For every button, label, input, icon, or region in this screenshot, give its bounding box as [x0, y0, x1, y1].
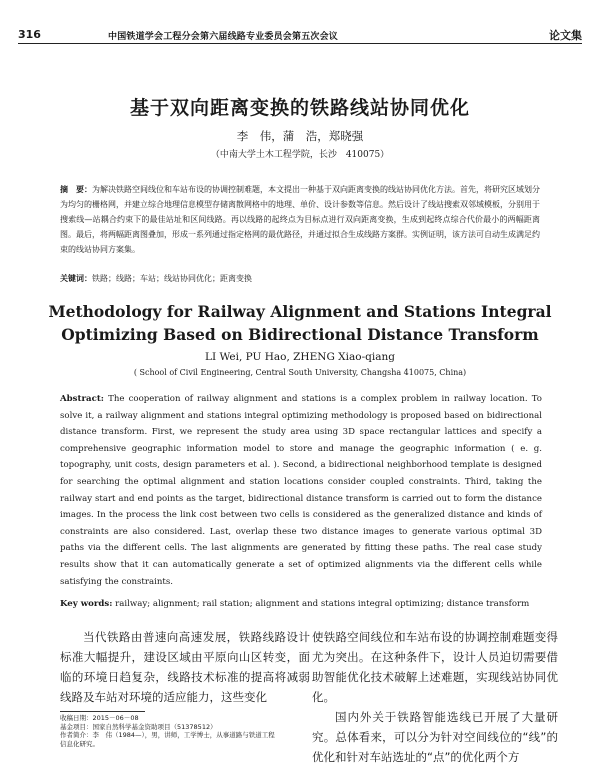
chinese-affiliation: （中南大学土木工程学院，长沙 410075）: [210, 150, 390, 160]
english-abstract: [60, 391, 542, 590]
conference-title: 中国铁道学会工程分会第六届线路专业委员会第五次会议: [108, 32, 339, 42]
body-column-left: [60, 627, 310, 707]
footnotes: [60, 714, 310, 748]
running-header: [18, 22, 582, 44]
footnote-fund: 基金项目：国家自然科学基金资助项目（51378512）: [60, 722, 217, 731]
english-keywords-label: Key words:: [60, 599, 113, 609]
chinese-keywords: [60, 272, 540, 286]
english-keywords-text: railway; alignment; rail station; alignment and stations integral optimizing; distance transform: [115, 599, 530, 609]
footnote-author: 作者简介：李 伟（1984—），男，讲师，工学博士，从事道路与铁道工程: [60, 731, 275, 739]
chinese-authors: 李 伟，蒲 浩，郑晓强: [236, 129, 364, 143]
chinese-abstract: [60, 182, 540, 257]
english-keywords: [60, 597, 542, 611]
chinese-keywords-text: 铁路；线路；车站；线站协同优化；距离变换: [92, 274, 252, 283]
chinese-keywords-label: 关键词：: [60, 274, 92, 283]
english-title: [0, 300, 600, 346]
english-title-line-2: Optimizing Based on Bidirectional Distance Transform: [61, 325, 539, 344]
chinese-abstract-text: 为解决铁路空间线位和车站布设的协调控制难题，本文提出一种基于双向距离变换的线站协同优化方法。首先，将研究区域划分为均匀的栅格网，并建立综合地理信息模型存储离散网格中的地理、单价、设计参数等信息。然后设计了线站搜索双邻域模板，分别用于搜索线—站耦合约束下的最佳站址和区间线路。再以线路的起终点为目标点进行双向距离变换，生成到起终点综合代价最小的两幅距离图。最后，将两幅距离图叠加，形成一系列通过指定格网的最优路径，并通过拟合生成线路方案群。实例证明，该方法可自动生成满足约束的线站协同方案集。: [60, 185, 540, 254]
section-label: 论文集: [549, 29, 582, 42]
english-affiliation: ( School of Civil Engineering, Central South University, Changsha 410075, China): [133, 368, 467, 377]
english-abstract-label: Abstract:: [60, 394, 104, 404]
english-abstract-text: The cooperation of railway alignment and stations is a complex problem in railway location. To solve it, a railway alignment and stations integral optimizing methodology is proposed based on bidirectional distance transform. First, we represent the study area using 3D space rectangular lattices and specify a comprehensive geographic information model to store and manage the geographic information ( e. g. topography, unit costs, design parameters et al. ). Second, a bidirectional neighborhood template is designed for searching the optimal alignment and station locations consider coupled constraints. Third, taking the railway start and end points as the target, bidirectional distance transform is carried out to form the distance images. In the process the link cost between two cells is considered as the generalized distance and kinds of constraints are also considered. Last, overlap these two distance images to generate various optimal 3D paths via the different cells. The last alignments are generated by fitting these paths. The real case study results show that it can automatically generate a set of optimized alignments via the different cells while satisfying the constraints.: [60, 394, 542, 587]
chinese-title: 基于双向距离变换的铁路线站协同优化: [129, 97, 470, 119]
body-paragraph: 当代铁路由普速向高速发展，铁路线路设计标准大幅提升，建设区域由平原向山区转变，面临的环境日趋复杂，线路技术标准的提高将减弱线路及车站对环境的适应能力，这些变化: [60, 630, 310, 704]
page-number: 316: [18, 28, 41, 41]
english-authors: LI Wei, PU Hao, ZHENG Xiao-qiang: [205, 351, 395, 363]
english-title-line-1: Methodology for Railway Alignment and Stations Integral: [48, 302, 552, 321]
body-column-right: [312, 627, 558, 767]
header-rule: [18, 43, 582, 44]
chinese-abstract-label: 摘 要：: [60, 185, 92, 194]
footnote-rule: [60, 711, 145, 712]
footnote-received: 收稿日期：2015－06－08: [60, 714, 139, 722]
body-paragraph: 国内外关于铁路智能选线已开展了大量研究。总体看来，可以分为针对空间线位的“线”的优化和针对车站选址的“点”的优化两个方: [312, 710, 558, 764]
body-paragraph-continued: 使铁路空间线位和车站布设的协调控制难题变得尤为突出。在这种条件下，设计人员迫切需要借助智能优化技术破解上述难题，实现线站协同优化。: [312, 630, 558, 704]
footnote-author-cont: 信息化研究。: [60, 739, 99, 748]
